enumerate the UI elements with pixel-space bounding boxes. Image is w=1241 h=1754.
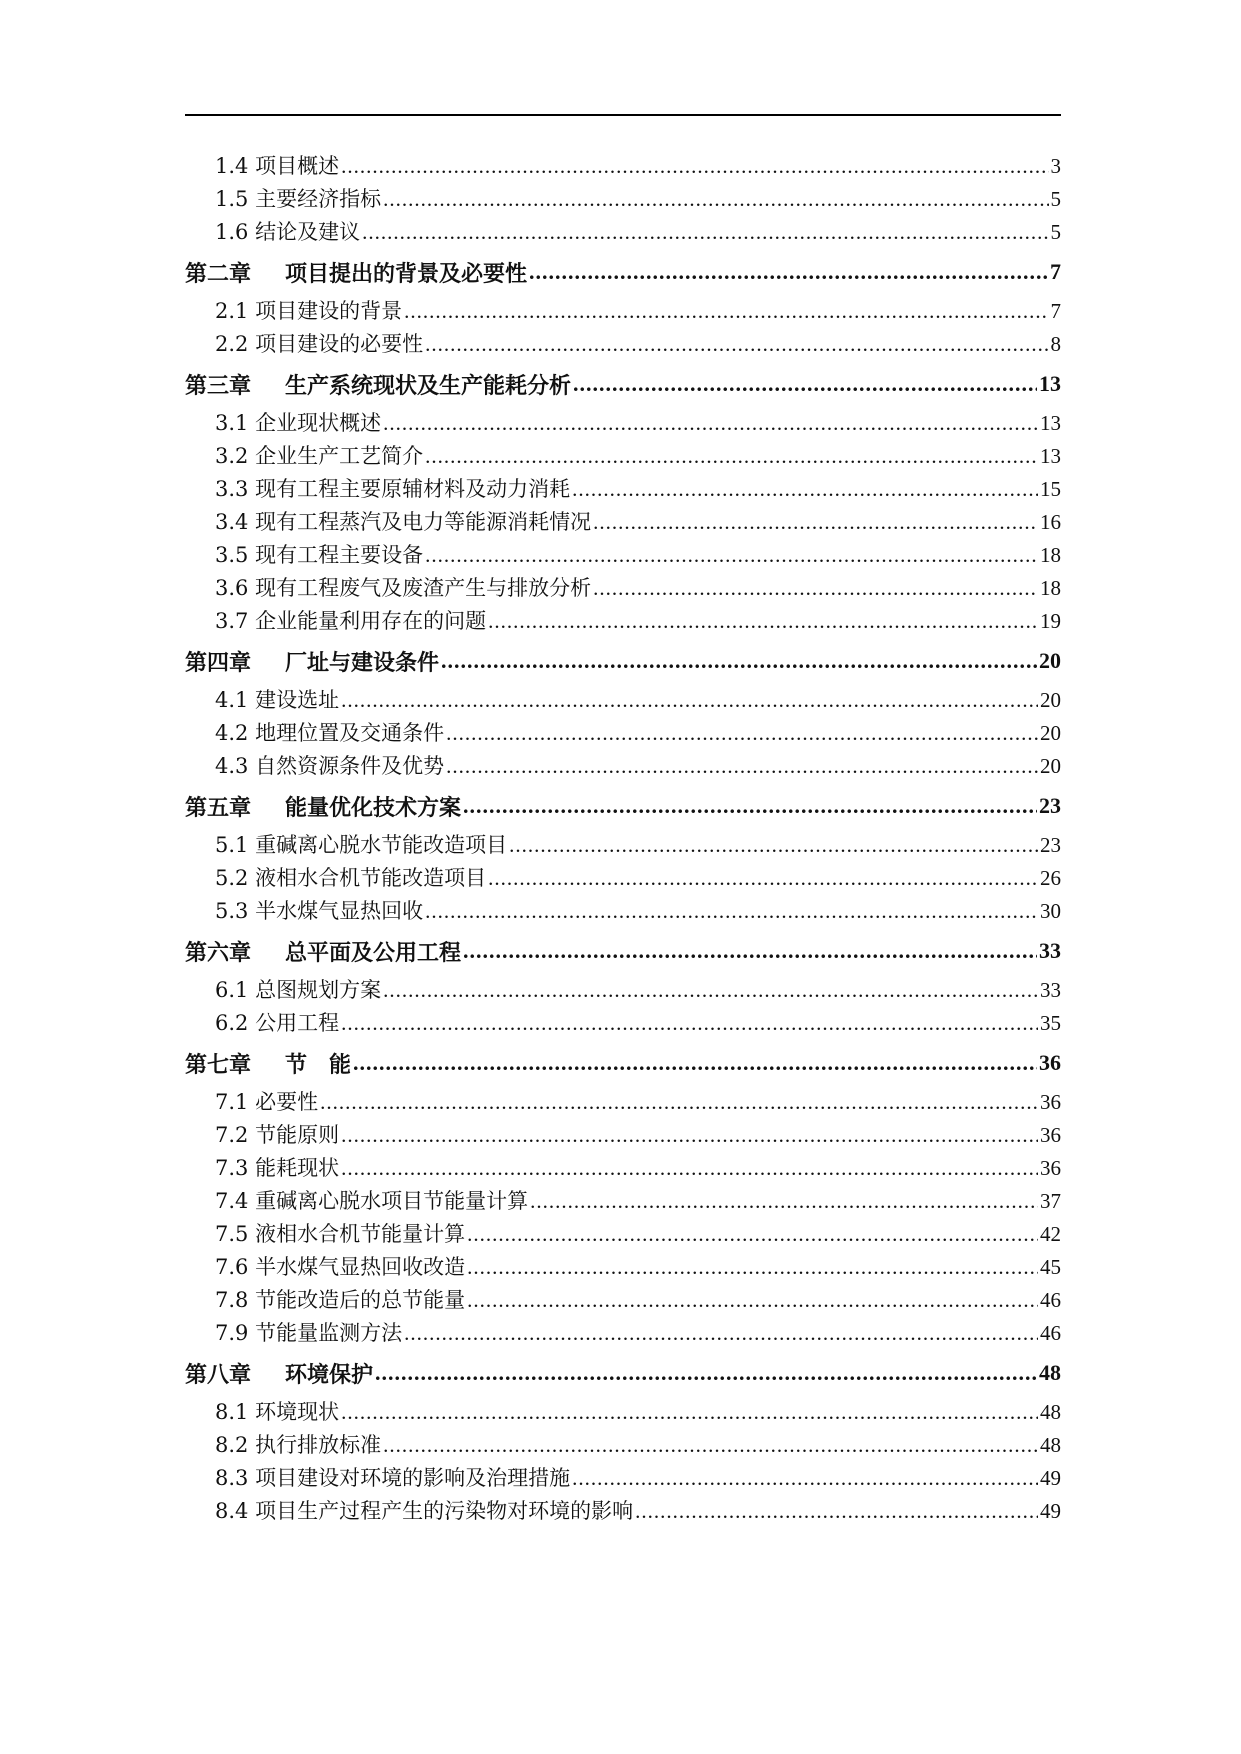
page-number: 33 <box>1039 938 1061 963</box>
dot-leader <box>593 576 1038 601</box>
page-number: 48 <box>1039 1360 1061 1385</box>
section-title: 8.4 项目生产过程产生的污染物对环境的影响 <box>215 1499 634 1523</box>
toc-section-entry[interactable] <box>185 717 1061 750</box>
dot-leader <box>529 259 1048 285</box>
chapter-title: 节 能 <box>285 1052 352 1078</box>
chapter-title: 厂址与建设条件 <box>285 650 440 676</box>
page-number: 48 <box>1040 1433 1061 1457</box>
chapter-number: 第八章 <box>185 1362 252 1388</box>
dot-leader <box>463 938 1037 964</box>
page-number: 23 <box>1039 793 1061 818</box>
section-title: 1.6 结论及建议 <box>215 220 361 244</box>
dot-leader <box>573 371 1037 397</box>
page-number: 5 <box>1050 187 1061 211</box>
dot-leader <box>404 1321 1038 1346</box>
page-number: 48 <box>1040 1400 1061 1424</box>
toc-section-entry[interactable] <box>185 750 1061 783</box>
page-number: 18 <box>1040 576 1061 600</box>
page-number: 45 <box>1040 1255 1061 1279</box>
toc-chapter-entry[interactable] <box>185 783 1061 829</box>
toc-section-entry[interactable] <box>185 1152 1061 1185</box>
page-number: 7 <box>1050 299 1061 323</box>
page-number: 20 <box>1040 754 1061 778</box>
chapter-title: 项目提出的背景及必要性 <box>285 261 528 287</box>
toc-section-entry[interactable] <box>185 1251 1061 1284</box>
section-title: 1.5 主要经济指标 <box>215 187 382 211</box>
dot-leader <box>425 543 1038 568</box>
dot-leader <box>341 688 1038 713</box>
chapter-title: 能量优化技术方案 <box>285 795 462 821</box>
page-number: 15 <box>1040 477 1061 501</box>
dot-leader <box>425 332 1048 357</box>
page-number: 46 <box>1040 1288 1061 1312</box>
toc-section-entry[interactable] <box>185 295 1061 328</box>
section-title: 3.3 现有工程主要原辅材料及动力消耗 <box>215 477 571 501</box>
chapter-title: 环境保护 <box>285 1362 374 1388</box>
chapter-number: 第二章 <box>185 261 252 287</box>
page-number: 37 <box>1040 1189 1061 1213</box>
dot-leader <box>467 1255 1038 1280</box>
page-number: 5 <box>1050 220 1061 244</box>
dot-leader <box>593 510 1038 535</box>
toc-section-entry[interactable] <box>185 1086 1061 1119</box>
page-number: 20 <box>1040 688 1061 712</box>
section-title: 6.1 总图规划方案 <box>215 978 382 1002</box>
page-number: 16 <box>1040 510 1061 534</box>
section-title: 3.4 现有工程蒸汽及电力等能源消耗情况 <box>215 510 592 534</box>
dot-leader <box>362 220 1048 245</box>
dot-leader <box>467 1222 1038 1247</box>
dot-leader <box>572 1466 1038 1491</box>
page-number: 49 <box>1040 1499 1061 1523</box>
toc-chapter-entry[interactable] <box>185 249 1061 295</box>
toc-section-entry[interactable] <box>185 1317 1061 1350</box>
dot-leader <box>509 833 1038 858</box>
dot-leader <box>404 299 1048 324</box>
toc-chapter-entry[interactable] <box>185 361 1061 407</box>
toc-section-entry[interactable] <box>185 539 1061 572</box>
toc-chapter-entry[interactable] <box>185 1040 1061 1086</box>
page-number: 26 <box>1040 866 1061 890</box>
toc-section-entry[interactable] <box>185 605 1061 638</box>
page-number: 36 <box>1039 1050 1061 1075</box>
toc-section-entry[interactable] <box>185 895 1061 928</box>
toc-section-entry[interactable] <box>185 1119 1061 1152</box>
dot-leader <box>488 609 1038 634</box>
toc-chapter-entry[interactable] <box>185 928 1061 974</box>
toc-chapter-entry[interactable] <box>185 638 1061 684</box>
dot-leader <box>383 187 1048 212</box>
page-number: 49 <box>1040 1466 1061 1490</box>
chapter-number: 第四章 <box>185 650 252 676</box>
toc-section-entry[interactable] <box>185 1495 1061 1528</box>
section-title: 7.2 节能原则 <box>215 1123 340 1147</box>
page-number: 35 <box>1040 1011 1061 1035</box>
page-number: 36 <box>1040 1090 1061 1114</box>
toc-section-entry[interactable] <box>185 974 1061 1007</box>
dot-leader <box>488 866 1038 891</box>
dot-leader <box>383 1433 1038 1458</box>
toc-section-entry[interactable] <box>185 1185 1061 1218</box>
toc-section-entry[interactable] <box>185 572 1061 605</box>
page-number: 18 <box>1040 543 1061 567</box>
toc-chapter-entry[interactable] <box>185 1350 1061 1396</box>
page-number: 30 <box>1040 899 1061 923</box>
page-number: 3 <box>1050 154 1061 178</box>
dot-leader <box>446 754 1038 779</box>
section-title: 3.7 企业能量利用存在的问题 <box>215 609 487 633</box>
dot-leader <box>425 444 1038 469</box>
dot-leader <box>383 978 1038 1003</box>
page-number: 19 <box>1040 609 1061 633</box>
toc-section-entry[interactable] <box>185 440 1061 473</box>
page-number: 33 <box>1040 978 1061 1002</box>
section-title: 5.3 半水煤气显热回收 <box>215 899 424 923</box>
toc-section-entry[interactable] <box>185 328 1061 361</box>
section-title: 7.4 重碱离心脱水项目节能量计算 <box>215 1189 529 1213</box>
section-title: 6.2 公用工程 <box>215 1011 340 1035</box>
dot-leader <box>463 793 1037 819</box>
section-title: 7.3 能耗现状 <box>215 1156 340 1180</box>
dot-leader <box>341 154 1048 179</box>
dot-leader <box>353 1050 1037 1076</box>
dot-leader <box>530 1189 1038 1214</box>
dot-leader <box>375 1360 1037 1386</box>
toc-section-entry[interactable] <box>185 1284 1061 1317</box>
chapter-title: 总平面及公用工程 <box>285 940 462 966</box>
toc-section-entry[interactable] <box>185 1462 1061 1495</box>
header-rule <box>185 114 1061 116</box>
chapter-title: 生产系统现状及生产能耗分析 <box>285 373 572 399</box>
chapter-number: 第五章 <box>185 795 252 821</box>
toc-section-entry[interactable] <box>185 862 1061 895</box>
page-number: 36 <box>1040 1123 1061 1147</box>
dot-leader <box>425 899 1038 924</box>
section-title: 2.1 项目建设的背景 <box>215 299 403 323</box>
toc-section-entry[interactable] <box>185 1007 1061 1040</box>
dot-leader <box>383 411 1038 436</box>
page-number: 13 <box>1039 371 1061 396</box>
page-number: 8 <box>1050 332 1061 356</box>
page-number: 13 <box>1040 411 1061 435</box>
section-title: 3.2 企业生产工艺简介 <box>215 444 424 468</box>
dot-leader <box>572 477 1038 502</box>
section-title: 7.1 必要性 <box>215 1090 319 1114</box>
chapter-number: 第三章 <box>185 373 252 399</box>
toc-section-entry[interactable] <box>185 1396 1061 1429</box>
section-title: 5.2 液相水合机节能改造项目 <box>215 866 487 890</box>
page-number: 46 <box>1040 1321 1061 1345</box>
section-title: 8.3 项目建设对环境的影响及治理措施 <box>215 1466 571 1490</box>
toc-section-entry[interactable] <box>185 216 1061 249</box>
chapter-number: 第六章 <box>185 940 252 966</box>
chapter-number: 第七章 <box>185 1052 252 1078</box>
toc-section-entry[interactable] <box>185 1429 1061 1462</box>
section-title: 2.2 项目建设的必要性 <box>215 332 424 356</box>
table-of-contents <box>185 150 1061 1528</box>
section-title: 8.1 环境现状 <box>215 1400 340 1424</box>
toc-section-entry[interactable] <box>185 1218 1061 1251</box>
dot-leader <box>320 1090 1038 1115</box>
toc-section-entry[interactable] <box>185 150 1061 183</box>
toc-section-entry[interactable] <box>185 506 1061 539</box>
section-title: 7.8 节能改造后的总节能量 <box>215 1288 466 1312</box>
dot-leader <box>341 1011 1038 1036</box>
toc-section-entry[interactable] <box>185 829 1061 862</box>
dot-leader <box>441 648 1037 674</box>
page-number: 7 <box>1050 259 1061 284</box>
section-title: 4.3 自然资源条件及优势 <box>215 754 445 778</box>
page-number: 20 <box>1040 721 1061 745</box>
section-title: 3.6 现有工程废气及废渣产生与排放分析 <box>215 576 592 600</box>
dot-leader <box>341 1156 1038 1181</box>
section-title: 3.1 企业现状概述 <box>215 411 382 435</box>
toc-section-entry[interactable] <box>185 684 1061 717</box>
section-title: 3.5 现有工程主要设备 <box>215 543 424 567</box>
dot-leader <box>635 1499 1038 1524</box>
toc-section-entry[interactable] <box>185 183 1061 216</box>
dot-leader <box>467 1288 1038 1313</box>
page-number: 20 <box>1039 648 1061 673</box>
dot-leader <box>341 1123 1038 1148</box>
section-title: 4.2 地理位置及交通条件 <box>215 721 445 745</box>
dot-leader <box>446 721 1038 746</box>
page-number: 42 <box>1040 1222 1061 1246</box>
toc-section-entry[interactable] <box>185 473 1061 506</box>
page-number: 36 <box>1040 1156 1061 1180</box>
section-title: 5.1 重碱离心脱水节能改造项目 <box>215 833 508 857</box>
toc-section-entry[interactable] <box>185 407 1061 440</box>
section-title: 7.5 液相水合机节能量计算 <box>215 1222 466 1246</box>
page-number: 13 <box>1040 444 1061 468</box>
section-title: 7.9 节能量监测方法 <box>215 1321 403 1345</box>
section-title: 1.4 项目概述 <box>215 154 340 178</box>
dot-leader <box>341 1400 1038 1425</box>
page-number: 23 <box>1040 833 1061 857</box>
section-title: 4.1 建设选址 <box>215 688 340 712</box>
section-title: 8.2 执行排放标准 <box>215 1433 382 1457</box>
section-title: 7.6 半水煤气显热回收改造 <box>215 1255 466 1279</box>
